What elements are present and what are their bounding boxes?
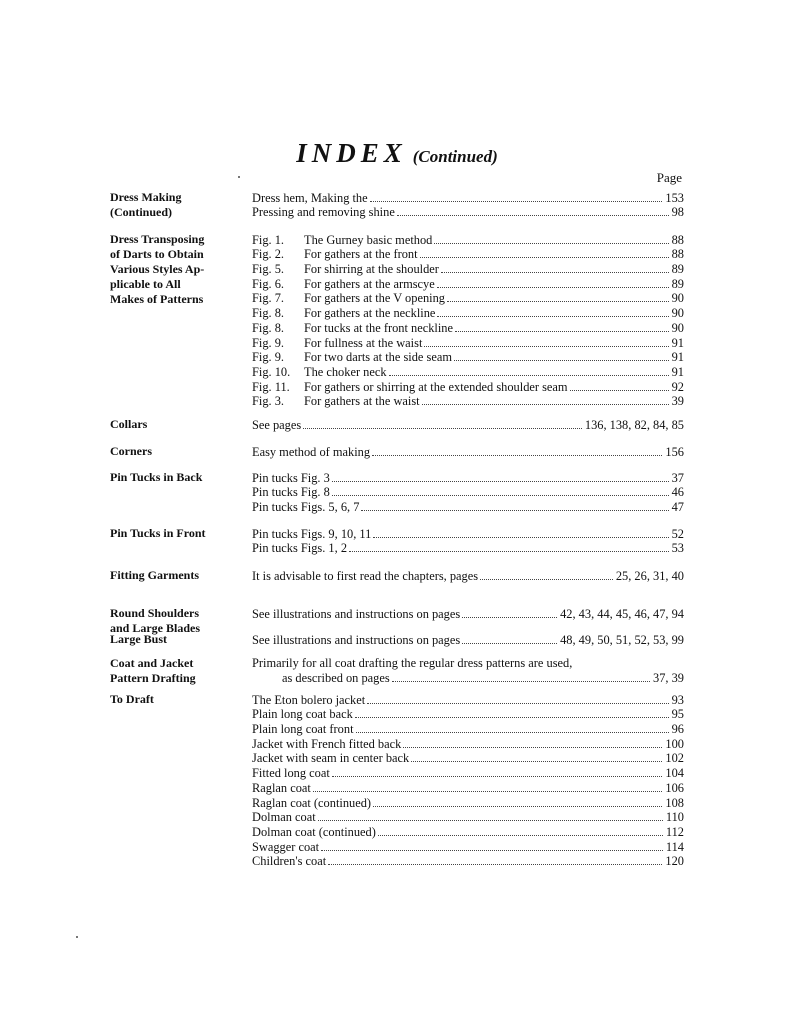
section-entries bbox=[252, 444, 684, 459]
section-entries bbox=[252, 692, 684, 868]
index-title: INDEX bbox=[296, 138, 407, 168]
entry-page: 42, 43, 44, 45, 46, 47, 94 bbox=[560, 606, 684, 621]
entry-page: 95 bbox=[671, 707, 684, 722]
entry-text: For fullness at the waist bbox=[304, 335, 423, 350]
leader-dots bbox=[462, 643, 557, 644]
leader-dots bbox=[313, 791, 663, 792]
entry-text: For gathers at the armscye bbox=[304, 276, 435, 291]
entry-text: Fitted long coat bbox=[252, 766, 330, 781]
entry-text: It is advisable to first read the chapters, pages bbox=[252, 568, 479, 583]
section-title-line: of Darts to Obtain bbox=[110, 247, 204, 261]
leader-dots bbox=[370, 201, 663, 202]
leader-dots bbox=[332, 495, 669, 496]
entry-page: 120 bbox=[665, 854, 684, 869]
entry-page: 156 bbox=[665, 444, 684, 459]
index-entry bbox=[252, 444, 684, 459]
entry-figure: Fig. 9. bbox=[252, 350, 285, 365]
leader-dots bbox=[454, 360, 669, 361]
leader-dots bbox=[361, 510, 668, 511]
print-speck bbox=[76, 936, 78, 938]
index-heading bbox=[0, 138, 794, 169]
entry-page: 104 bbox=[665, 766, 684, 781]
index-entry bbox=[252, 810, 684, 825]
entry-text: For gathers at the waist bbox=[304, 394, 420, 409]
entry-text: See illustrations and instructions on pages bbox=[252, 606, 461, 621]
leader-dots bbox=[397, 215, 669, 216]
entry-text: Pin tucks Fig. 8 bbox=[252, 485, 330, 500]
index-entry bbox=[252, 499, 684, 514]
entry-figure: Fig. 1. bbox=[252, 232, 285, 247]
index-entry bbox=[252, 320, 684, 335]
entry-text: Swagger coat bbox=[252, 839, 320, 854]
index-entry bbox=[252, 765, 684, 780]
index-entry bbox=[252, 364, 684, 379]
section-title-line: Coat and Jacket bbox=[110, 656, 194, 670]
entry-page: 25, 26, 31, 40 bbox=[615, 568, 684, 583]
entry-lead-text: Primarily for all coat drafting the regular dress patterns are used, bbox=[252, 656, 573, 670]
entry-text: For gathers at the V opening bbox=[304, 291, 445, 306]
entry-page: 91 bbox=[671, 335, 684, 350]
section-entries bbox=[252, 568, 684, 583]
entry-figure: Fig. 7. bbox=[252, 291, 285, 306]
leader-dots bbox=[356, 732, 669, 733]
entry-page: 37 bbox=[671, 470, 684, 485]
index-entry bbox=[252, 795, 684, 810]
entry-text: For gathers at the front bbox=[304, 247, 418, 262]
leader-dots bbox=[411, 761, 662, 762]
entry-page: 91 bbox=[671, 350, 684, 365]
leader-dots bbox=[332, 481, 669, 482]
index-entry bbox=[252, 568, 684, 583]
entry-text: Pin tucks Figs. 1, 2 bbox=[252, 541, 348, 556]
index-entry bbox=[252, 379, 684, 394]
index-entry bbox=[252, 305, 684, 320]
entry-text: as described on pages bbox=[282, 671, 390, 686]
entry-page: 114 bbox=[665, 839, 684, 854]
leader-dots bbox=[424, 346, 668, 347]
entry-figure: Fig. 2. bbox=[252, 247, 285, 262]
entry-text: The Gurney basic method bbox=[304, 232, 433, 247]
index-entry bbox=[252, 485, 684, 500]
section-title: To Draft bbox=[110, 692, 154, 706]
leader-dots bbox=[420, 257, 669, 258]
entry-page: 108 bbox=[665, 795, 684, 810]
entry-text: For two darts at the side seam bbox=[304, 350, 452, 365]
entry-text: Children's coat bbox=[252, 854, 327, 869]
section-title-line: plicable to All bbox=[110, 277, 181, 291]
entry-page: 136, 138, 82, 84, 85 bbox=[584, 417, 684, 432]
index-entry bbox=[252, 276, 684, 291]
section-title-line: Various Styles Ap- bbox=[110, 262, 205, 276]
section-entries bbox=[252, 232, 684, 408]
leader-dots bbox=[462, 617, 557, 618]
leader-dots bbox=[441, 272, 669, 273]
leader-dots bbox=[392, 681, 650, 682]
index-entry bbox=[252, 632, 684, 647]
entry-text: Raglan coat (continued) bbox=[252, 795, 372, 810]
leader-dots bbox=[318, 820, 663, 821]
section-entries bbox=[252, 190, 684, 219]
index-entry bbox=[252, 692, 684, 707]
leader-dots bbox=[372, 455, 662, 456]
index-entry bbox=[252, 541, 684, 556]
section-entries bbox=[252, 417, 684, 432]
leader-dots bbox=[389, 375, 669, 376]
section-title: Large Bust bbox=[110, 632, 167, 646]
index-entry bbox=[252, 350, 684, 365]
page-column-label: Page bbox=[656, 170, 682, 185]
leader-dots bbox=[437, 287, 669, 288]
index-entry bbox=[252, 335, 684, 350]
entry-text: Plain long coat front bbox=[252, 722, 354, 737]
entry-figure: Fig. 6. bbox=[252, 276, 285, 291]
entry-figure: Fig. 5. bbox=[252, 262, 285, 277]
entry-page: 37, 39 bbox=[653, 671, 684, 686]
leader-dots bbox=[367, 703, 668, 704]
section-title-line: Dress Making bbox=[110, 190, 182, 204]
index-entry bbox=[252, 190, 684, 205]
section-title-line: Round Shoulders bbox=[110, 606, 200, 620]
leader-dots bbox=[328, 864, 662, 865]
index-entry bbox=[252, 232, 684, 247]
entry-figure: Fig. 9. bbox=[252, 335, 285, 350]
entry-page: 93 bbox=[671, 692, 684, 707]
entry-page: 48, 49, 50, 51, 52, 53, 99 bbox=[560, 632, 684, 647]
entry-page: 46 bbox=[671, 485, 684, 500]
index-entry bbox=[252, 205, 684, 220]
section-title bbox=[110, 232, 250, 307]
leader-dots bbox=[373, 806, 662, 807]
entry-page: 96 bbox=[671, 722, 684, 737]
index-entry bbox=[252, 854, 684, 869]
entry-page: 98 bbox=[671, 205, 684, 220]
entry-page: 88 bbox=[671, 247, 684, 262]
entry-page: 100 bbox=[665, 736, 684, 751]
section-entries bbox=[252, 526, 684, 555]
entry-text: For tucks at the front neckline bbox=[304, 320, 453, 335]
entry-text: Pin tucks Figs. 9, 10, 11 bbox=[252, 526, 372, 541]
entry-page: 89 bbox=[671, 276, 684, 291]
entry-page: 153 bbox=[665, 190, 684, 205]
index-entry bbox=[252, 606, 684, 621]
index-entry bbox=[252, 470, 684, 485]
index-entry bbox=[252, 671, 684, 686]
index-entry bbox=[252, 417, 684, 432]
entry-page: 110 bbox=[665, 810, 684, 825]
entry-page: 112 bbox=[665, 824, 684, 839]
entry-text: See illustrations and instructions on pages bbox=[252, 632, 461, 647]
section-title: Corners bbox=[110, 444, 152, 458]
entry-text: Pressing and removing shine bbox=[252, 205, 395, 220]
entry-page: 52 bbox=[671, 526, 684, 541]
section-entries bbox=[252, 632, 684, 647]
entry-text: Dress hem, Making the bbox=[252, 190, 368, 205]
index-entry bbox=[252, 526, 684, 541]
entry-figure: Fig. 10. bbox=[252, 364, 291, 379]
entry-page: 47 bbox=[671, 500, 684, 515]
entry-figure: Fig. 8. bbox=[252, 320, 285, 335]
leader-dots bbox=[403, 747, 662, 748]
entry-text: For gathers at the neckline bbox=[304, 306, 436, 321]
entry-figure: Fig. 8. bbox=[252, 306, 285, 321]
section-title bbox=[110, 190, 250, 220]
leader-dots bbox=[434, 243, 668, 244]
section-title: Collars bbox=[110, 417, 148, 431]
entry-text: Jacket with French fitted back bbox=[252, 736, 402, 751]
section-title-line: Makes of Patterns bbox=[110, 292, 204, 306]
entry-figure: Fig. 3. bbox=[252, 394, 285, 409]
index-entry bbox=[252, 721, 684, 736]
entry-page: 102 bbox=[665, 751, 684, 766]
leader-dots bbox=[480, 579, 613, 580]
leader-dots bbox=[570, 390, 669, 391]
entry-page: 91 bbox=[671, 364, 684, 379]
leader-dots bbox=[355, 717, 669, 718]
entry-text: For shirring at the shoulder bbox=[304, 262, 439, 277]
entry-page: 106 bbox=[665, 780, 684, 795]
index-entry bbox=[252, 839, 684, 854]
leader-dots bbox=[378, 835, 663, 836]
entry-text: Dolman coat bbox=[252, 810, 316, 825]
section-title-line: Dress Transposing bbox=[110, 232, 205, 246]
entry-page: 88 bbox=[671, 232, 684, 247]
entry-text: Plain long coat back bbox=[252, 707, 353, 722]
index-subtitle: (Continued) bbox=[412, 147, 498, 166]
section-title bbox=[110, 656, 250, 686]
entry-text: Easy method of making bbox=[252, 444, 371, 459]
section-entries bbox=[252, 656, 684, 685]
section-title-line: Pattern Drafting bbox=[110, 671, 196, 685]
leader-dots bbox=[455, 331, 669, 332]
section-entries bbox=[252, 470, 684, 514]
leader-dots bbox=[447, 301, 669, 302]
index-entry bbox=[252, 394, 684, 409]
leader-dots bbox=[332, 776, 663, 777]
index-entry bbox=[252, 291, 684, 306]
section-title: Pin Tucks in Back bbox=[110, 470, 203, 484]
entry-text: The choker neck bbox=[304, 364, 387, 379]
index-entry bbox=[252, 247, 684, 262]
leader-dots bbox=[349, 551, 669, 552]
leader-dots bbox=[373, 537, 668, 538]
entry-text: The Eton bolero jacket bbox=[252, 692, 366, 707]
entry-page: 92 bbox=[671, 379, 684, 394]
leader-dots bbox=[303, 428, 582, 429]
entry-page: 39 bbox=[671, 394, 684, 409]
entry-text: Raglan coat bbox=[252, 780, 311, 795]
entry-text: Jacket with seam in center back bbox=[252, 751, 410, 766]
section-title: Pin Tucks in Front bbox=[110, 526, 206, 540]
index-entry bbox=[252, 261, 684, 276]
leader-dots bbox=[422, 404, 669, 405]
index-entry bbox=[252, 751, 684, 766]
entry-page: 90 bbox=[671, 306, 684, 321]
entry-text: See pages bbox=[252, 417, 302, 432]
index-entry bbox=[252, 780, 684, 795]
section-entries bbox=[252, 606, 684, 621]
entry-page: 89 bbox=[671, 262, 684, 277]
print-speck bbox=[238, 176, 240, 178]
entry-figure: Fig. 11. bbox=[252, 379, 290, 394]
entry-text: Dolman coat (continued) bbox=[252, 824, 376, 839]
entry-text: Pin tucks Fig. 3 bbox=[252, 470, 330, 485]
entry-text: For gathers or shirring at the extended shoulder seam bbox=[304, 379, 568, 394]
section-title: Fitting Garments bbox=[110, 568, 199, 582]
section-title-line: (Continued) bbox=[110, 205, 173, 219]
entry-text: Pin tucks Figs. 5, 6, 7 bbox=[252, 500, 360, 515]
entry-page: 90 bbox=[671, 320, 684, 335]
index-entry bbox=[252, 824, 684, 839]
leader-dots bbox=[437, 316, 668, 317]
index-entry bbox=[252, 736, 684, 751]
entry-page: 90 bbox=[671, 291, 684, 306]
entry-page: 53 bbox=[671, 541, 684, 556]
leader-dots bbox=[321, 850, 663, 851]
section-title-line: and Large Blades bbox=[110, 621, 201, 635]
index-entry bbox=[252, 707, 684, 722]
